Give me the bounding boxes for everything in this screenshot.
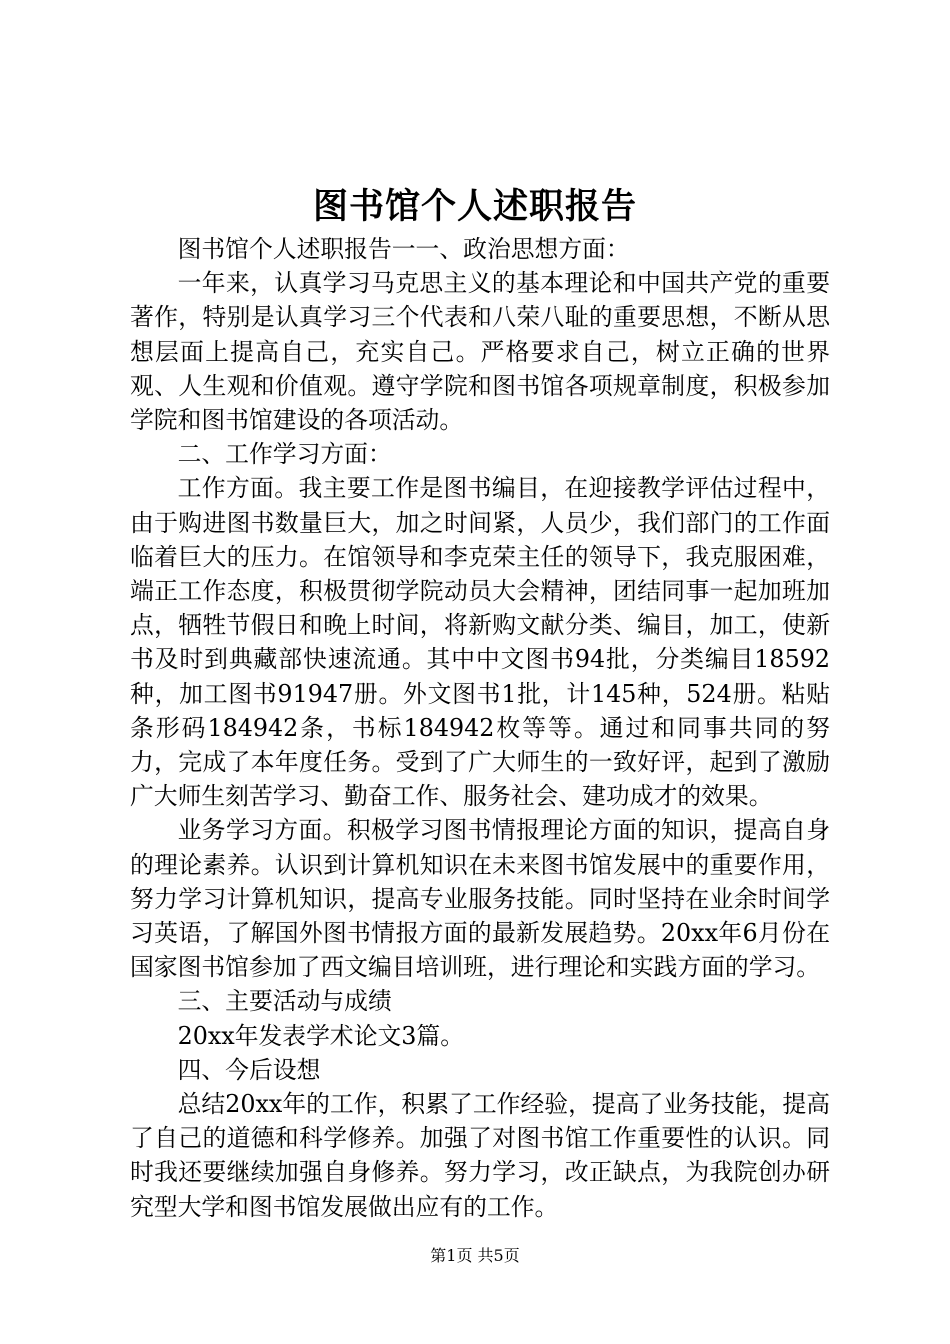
paragraph-political: 一年来，认真学习马克思主义的基本理论和中国共产党的重要著作，特别是认真学习三个代表和八荣八耻的重要思想，不断从思想层面上提高自己，充实自己。严格要求自己，树立正确的世界观、人生观和价值观。遵守学院和图书馆各项规章制度，积极参加学院和图书馆建设的各项活动。 (130, 269, 830, 435)
paragraph-summary: 总结20xx年的工作，积累了工作经验，提高了业务技能，提高了自己的道德和科学修养。加强了对图书馆工作重要性的认识。同时我还要继续加强自身修养。努力学习，改正缺点，为我院创办研究型大学和图书馆发展做出应有的工作。 (130, 1090, 830, 1221)
document-title: 图书馆个人述职报告 (312, 186, 637, 227)
paragraph-work: 工作方面。我主要工作是图书编目，在迎接教学评估过程中，由于购进图书数量巨大，加之时间紧，人员少，我们部门的工作面临着巨大的压力。在馆领导和李克荣主任的领导下，我克服困难，端正工作态度，积极贯彻学院动员大会精神，团结同事一起加班加点，牺牲节假日和晚上时间，将新购文献分类、编目，加工，使新书及时到典藏部快速流通。其中中文图书94批，分类编目18592种，加工图书91947册。外文图书1批，计145种，524册。粘贴条形码184942条，书标184942枚等等。通过和同事共同的努力，完成了本年度任务。受到了广大师生的一致好评，起到了激励广大师生刻苦学习、勤奋工作、服务社会、建功成才的效果。 (130, 474, 830, 811)
paragraph-intro: 图书馆个人述职报告一一、政治思想方面： (177, 235, 630, 263)
page-footer: 第1页 共5页 (430, 1246, 520, 1265)
paragraph-professional-study: 业务学习方面。积极学习图书情报理论方面的知识，提高自身的理论素养。认识到计算机知识在未来图书馆发展中的重要作用，努力学习计算机知识，提高专业服务技能。同时坚持在业余时间学习英语，了解国外图书情报方面的最新发展趋势。20xx年6月份在国家图书馆参加了西文编目培训班，进行理论和实践方面的学习。 (130, 816, 830, 982)
section-heading-future: 四、今后设想 (177, 1055, 321, 1084)
section-heading-activities: 三、主要活动与成绩 (177, 987, 392, 1016)
section-heading-work-study: 二、工作学习方面： (177, 440, 392, 469)
paragraph-publications: 20xx年发表学术论文3篇。 (177, 1021, 465, 1050)
document-body (130, 232, 830, 1224)
